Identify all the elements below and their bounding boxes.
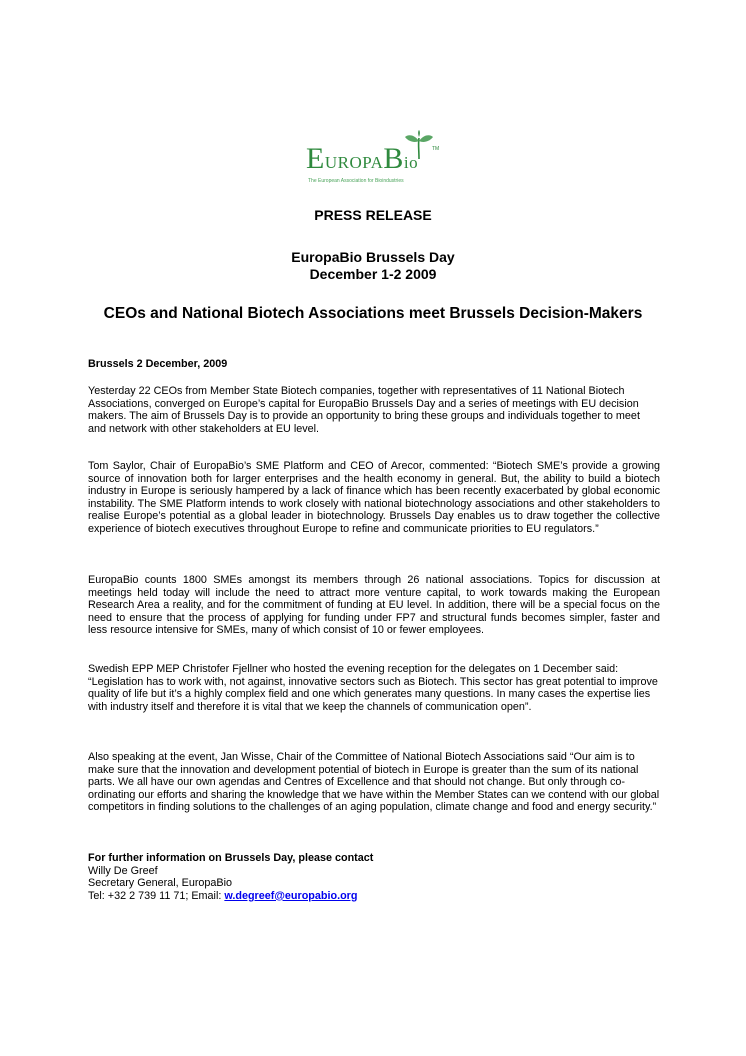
logo-letters-uropa: UROPA bbox=[324, 153, 384, 172]
event-title: EuropaBio Brussels Day bbox=[291, 249, 455, 265]
logo-letter-b: B bbox=[383, 142, 404, 175]
paragraph-saylor-quote: Tom Saylor, Chair of EuropaBio’s SME Platform and CEO of Arecor, commented: “Biotech SME’s provide a growing source of innovation both for larger enterprises and the health economy in general. But, the ability to build a biotech industry in Europe is seriously hampered by a lack of finance which has been recently exacerbated by global economic instability. The SME Platform intends to work closely with national biotechnology associations and other stakeholders to realise Europe’s potential as a global leader in biotechnology. Brussels Day enables us to draw together the collective experience of biotech executives throughout Europe to refine and communicate priorities to EU regulators.” bbox=[88, 460, 660, 535]
contact-block bbox=[88, 852, 660, 902]
event-dates: December 1-2 2009 bbox=[309, 266, 437, 282]
contact-line bbox=[88, 890, 660, 903]
logo-tagline: The European Association for Bioindustries bbox=[308, 178, 404, 184]
logo-letters-io: io bbox=[403, 153, 419, 172]
dateline: Brussels 2 December, 2009 bbox=[88, 358, 228, 370]
paragraph-fjellner-quote: Swedish EPP MEP Christofer Fjellner who hosted the evening reception for the delegates on 1 December said: “Legislation has to work with, not against, innovative sectors such as Biotech. This sector has great potential to improve quality of life but it’s a highly complex field and one which generates many questions. In many cases the expertise lies with industry itself and therefore it is vital that we keep the channels of communication open”. bbox=[88, 663, 658, 713]
contact-role: Secretary General, EuropaBio bbox=[88, 877, 233, 890]
logo-trademark: TM bbox=[432, 146, 440, 152]
headline: CEOs and National Biotech Associations meet Brussels Decision-Makers bbox=[103, 305, 643, 322]
contact-heading: For further information on Brussels Day, please contact bbox=[88, 852, 374, 864]
event-heading bbox=[0, 249, 746, 283]
contact-email-link[interactable]: w.degreef@europabio.org bbox=[224, 889, 358, 902]
contact-name: Willy De Greef bbox=[88, 864, 158, 877]
paragraph-sme-membership: EuropaBio counts 1800 SMEs amongst its members through 26 national associations. Topics for discussion at meetings held today will include the need to attract more venture capital, to work towards making the European Research Area a reality, and for the commitment of funding at EU level. In addition, there will be a special focus on the need to ensure that the process of applying for funding under FP7 and structural funds becomes simpler, faster and less resource intensive for SMEs, many of which consist of 10 or fewer employees. bbox=[88, 574, 660, 637]
logo-letter-e: E bbox=[306, 142, 325, 175]
paragraph-intro: Yesterday 22 CEOs from Member State Biotech companies, together with representatives of 11 National Biotech Associations, converged on Europe’s capital for EuropaBio Brussels Day and a series of meetings with EU decision makers. The aim of Brussels Day is to provide an opportunity to bring these groups and individuals together to meet and network with other stakeholders at EU level. bbox=[88, 385, 640, 435]
paragraph-wisse-quote: Also speaking at the event, Jan Wisse, Chair of the Committee of National Biotech Associations said “Our aim is to make sure that the innovation and development potential of biotech in Europe is greater than the sum of its national parts. We all have our own agendas and Centres of Excellence and that should not change. But only through co-ordinating our efforts and sharing the knowledge that we have within the Member States can we contend with our global competitors in finding solutions to the challenges of an aging population, climate change and food and energy security.” bbox=[88, 751, 660, 814]
press-release-label: PRESS RELEASE bbox=[314, 207, 432, 223]
leaf-sprout-icon bbox=[404, 130, 434, 160]
contact-tel: Tel: +32 2 739 11 71; Email: bbox=[88, 889, 225, 902]
logo-wordmark bbox=[306, 142, 418, 176]
europabio-logo bbox=[306, 130, 442, 190]
